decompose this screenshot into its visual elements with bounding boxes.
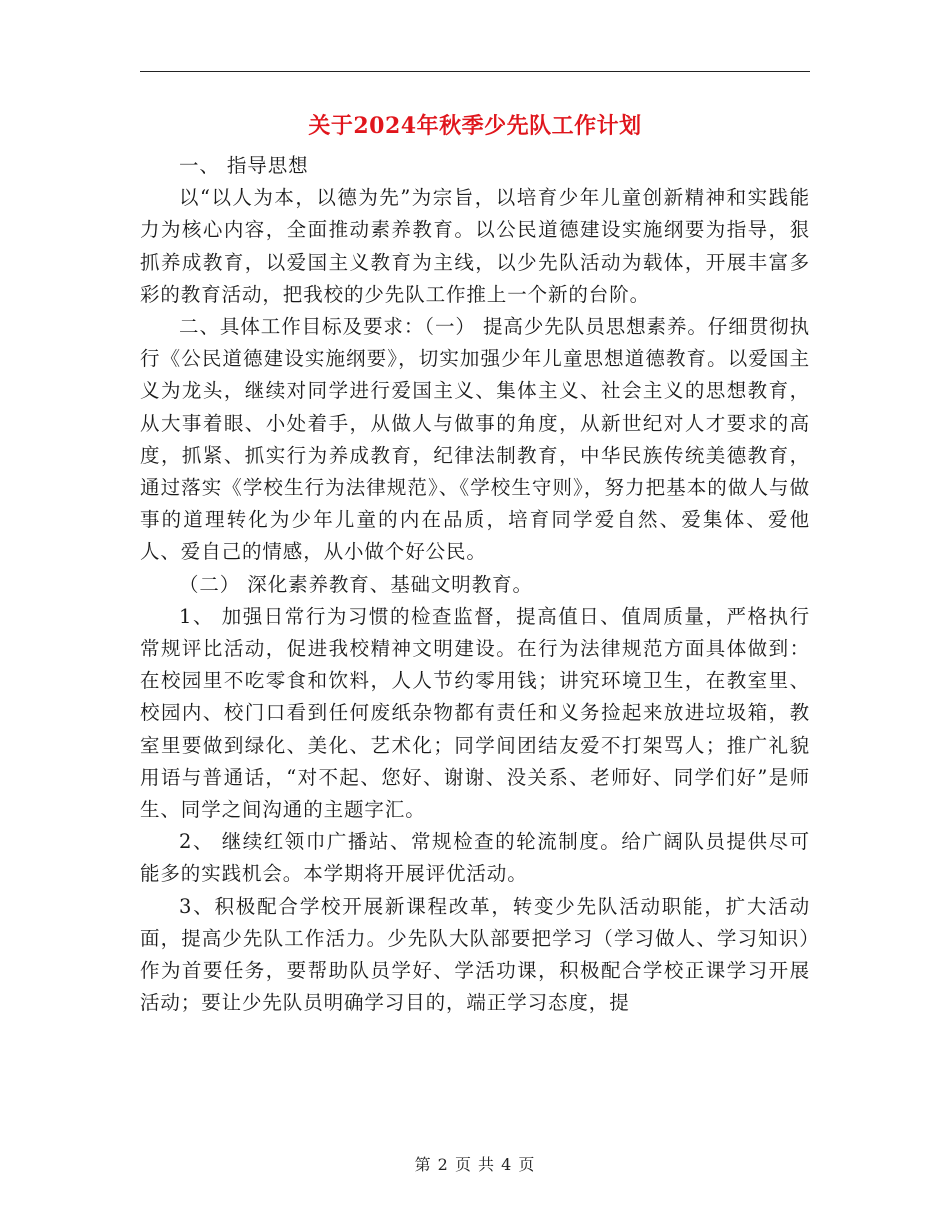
page-number: 第 2 页 共 4 页 [414, 1155, 536, 1174]
paragraph-goals-requirements: 二、具体工作目标及要求：（一） 提高少先队员思想素养。仔细贯彻执行《公民道德建设实施纲要》，切实加强少年儿童思想道德教育。以爱国主义为龙头，继续对同学进行爱国主义、集体主义、社会主义的思想教育，从大事着眼、小处着手，从做人与做事的角度，从新世纪对人才要求的高度，抓紧、抓实行为养成教育，纪律法制教育，中华民族传统美德教育，通过落实《学校生行为法律规范》、《学校生守则》，努力把基本的做人与做事的道理转化为少年儿童的内在品质，培育同学爱自然、爱集体、爱他人、爱自己的情感，从小做个好公民。 [140, 315, 810, 564]
header-rule [140, 71, 810, 72]
paragraph-item-3: 3、积极配合学校开展新课程改革，转变少先队活动职能，扩大活动面，提高少先队工作活力。少先队大队部要把学习（学习做人、学习知识）作为首要任务，要帮助队员学好、学活功课，积极配合学校正课学习开展活动；要让少先队员明确学习目的，端正学习态度，提 [140, 894, 810, 1015]
subsection-heading-quality-education: （二） 深化素养教育、基础文明教育。 [179, 572, 533, 596]
paragraph-guiding-ideology: 以“以人为本，以德为先”为宗旨，以培育少年儿童创新精神和实践能力为核心内容，全面推动素养教育。以公民道德建设实施纲要为指导，狠抓养成教育，以爱国主义教育为主线，以少先队活动为载体，开展丰富多彩的教育活动，把我校的少先队工作推上一个新的台阶。 [140, 186, 810, 306]
paragraph-item-2: 2、 继续红领巾广播站、常规检查的轮流制度。给广阔队员提供尽可能多的实践机会。本学期将开展评优活动。 [140, 830, 810, 886]
document-body [140, 150, 810, 1019]
document-title: 关于2024年秋季少先队工作计划 [308, 113, 642, 139]
section-heading-guiding-ideology: 一、 指导思想 [179, 154, 309, 177]
paragraph-item-1: 1、 加强日常行为习惯的检查监督，提高值日、值周质量，严格执行常规评比活动，促进我校精神文明建设。在行为法律规范方面具体做到：在校园里不吃零食和饮料，人人节约零用钱；讲究环境卫生，在教室里、校园内、校门口看到任何废纸杂物都有责任和义务捡起来放进垃圾箱，教室里要做到绿化、美化、艺术化；同学间团结友爱不打架骂人；推广礼貌用语与普通话，“对不起、您好、谢谢、没关系、老师好、同学们好”是师生、同学之间沟通的主题字汇。 [140, 604, 810, 822]
